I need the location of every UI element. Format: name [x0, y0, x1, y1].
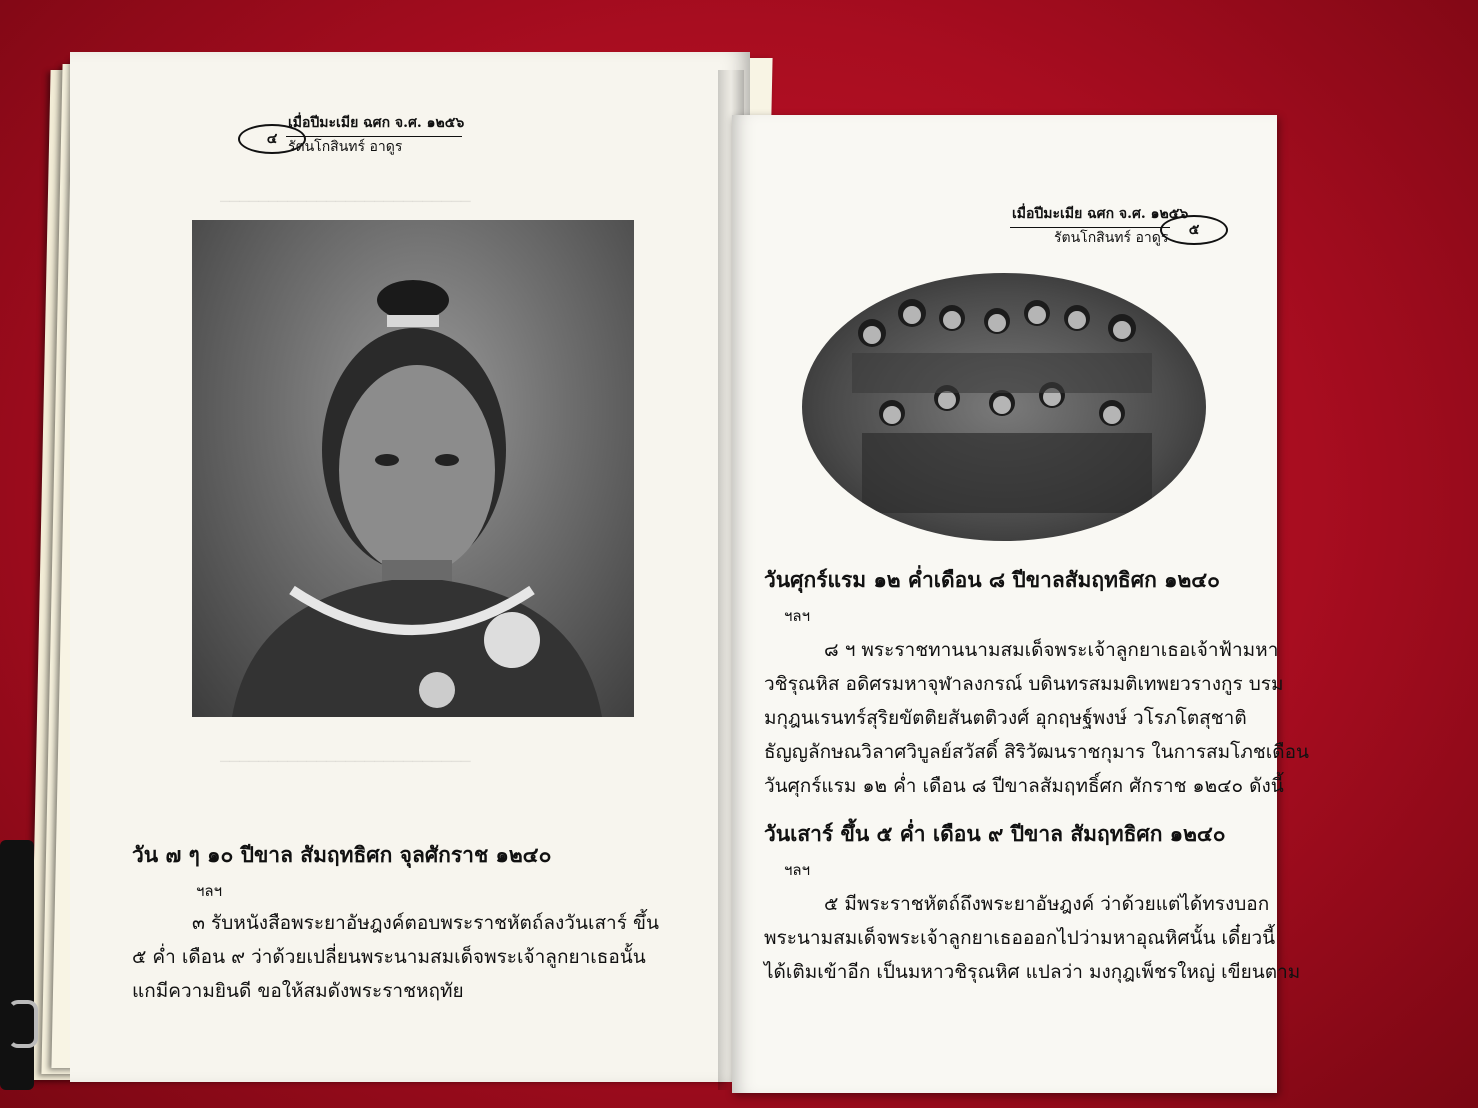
left-page [70, 52, 750, 1082]
paragraph-line: ๘ ฯ พระราชทานนามสมเด็จพระเจ้าลูกยาเธอเจ้าฟ้ามหา [824, 639, 1279, 661]
paragraph-block [764, 633, 1309, 803]
paragraph-line: ได้เติมเข้าอีก เป็นมหาวชิรุณหิศ แปลว่า มงกุฎเพ็ชรใหญ่ เขียนตาม [764, 961, 1301, 983]
paragraph-line: วชิรุณหิส อดิศรมหาจุฬาลงกรณ์ บดินทรสมมติเทพยวรางกูร บรม [764, 673, 1284, 695]
paragraph-block [764, 887, 1300, 989]
ellipsis-marker: ฯลฯ [784, 861, 811, 879]
paragraph-line: มกุฎนเรนทร์สุริยขัตติยสันตติวงศ์ อุกฤษฐ์พงษ์ วโรภโตสุชาติ [764, 707, 1247, 729]
group-photo [802, 273, 1206, 541]
entry-heading: วันเสาร์ ขึ้น ๕ ค่ำ เดือน ๙ ปีขาล สัมฤทธิศก ๑๒๔๐ [764, 821, 1226, 846]
show-through-text: ────────────────────────── [220, 192, 471, 211]
page-number-badge: ๕ [1160, 215, 1228, 245]
paragraph-block [132, 906, 659, 1008]
running-head-author: รัตนโกสินทร์ อาดูร [1054, 230, 1169, 246]
ellipsis-marker: ฯลฯ [196, 882, 223, 900]
show-through-text: ────────────────────────── [220, 752, 471, 771]
paragraph-line: วันศุกร์แรม ๑๒ ค่ำ เดือน ๘ ปีขาลสัมฤทธิ์ศก ศักราช ๑๒๔๐ ดังนี้ [764, 775, 1284, 797]
running-head-title: เมื่อปีมะเมีย ฉศก จ.ศ. ๑๒๕๖ [288, 115, 465, 131]
entry-heading: วัน ๗ ๆ ๑๐ ปีขาล สัมฤทธิศก จุลศักราช ๑๒๔๐ [132, 842, 552, 867]
paragraph-line: แกมีความยินดี ขอให้สมดังพระราชหฤทัย [132, 980, 464, 1002]
header-rule [1010, 227, 1170, 228]
running-head-title: เมื่อปีมะเมีย ฉศก จ.ศ. ๑๒๕๖ [1012, 206, 1189, 222]
entry-heading: วันศุกร์แรม ๑๒ ค่ำเดือน ๘ ปีขาลสัมฤทธิศก ๑๒๔๐ [764, 567, 1220, 592]
paragraph-line: ๓ รับหนังสือพระยาอัษฎงค์ตอบพระราชหัตถ์ลงวันเสาร์ ขึ้น [192, 912, 659, 934]
paragraph-line: ธัญญลักษณวิลาศวิบูลย์สวัสดิ์ สิริวัฒนราชกุมาร ในการสมโภชเดือน [764, 741, 1310, 763]
running-head-author: รัตนโกสินทร์ อาดูร [288, 139, 403, 155]
ellipsis-marker: ฯลฯ [784, 607, 811, 625]
paragraph-line: พระนามสมเด็จพระเจ้าลูกยาเธอออกไปว่ามหาอุณหิศนั้น เดี๋ยวนี้ [764, 927, 1276, 949]
header-rule [286, 136, 462, 137]
binder-clip [0, 840, 34, 1090]
paragraph-line: ๕ มีพระราชหัตถ์ถึงพระยาอัษฎงค์ ว่าด้วยแต่ได้ทรงบอก [824, 893, 1270, 915]
binder-ring-icon [8, 1000, 38, 1048]
paragraph-line: ๕ ค่ำ เดือน ๙ ว่าด้วยเปลี่ยนพระนามสมเด็จพระเจ้าลูกยาเธอนั้น [132, 946, 646, 968]
page-number-badge: ๔ [238, 124, 306, 154]
portrait-photo [192, 220, 634, 717]
right-page [732, 115, 1310, 1093]
